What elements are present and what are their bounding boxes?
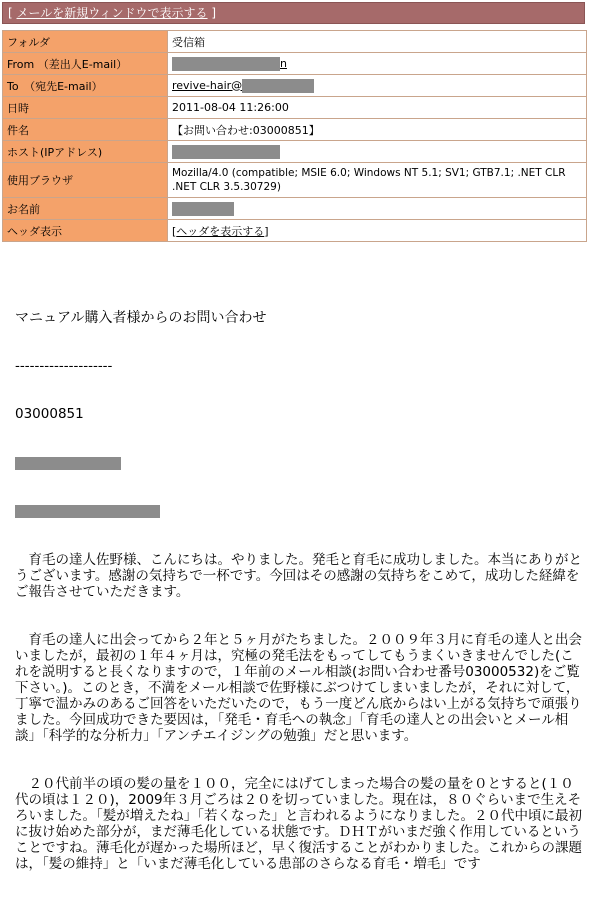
row-date bbox=[3, 97, 587, 119]
host-label: ホスト(IPアドレス) bbox=[3, 141, 168, 163]
redacted-to bbox=[242, 79, 314, 93]
open-new-window-link[interactable]: メールを新規ウィンドウで表示する bbox=[16, 6, 208, 20]
date-label: 日時 bbox=[3, 97, 168, 119]
redacted-line-2 bbox=[15, 505, 160, 518]
row-host bbox=[3, 141, 587, 163]
row-name bbox=[3, 198, 587, 220]
message-paragraph-2: 育毛の達人に出会ってから２年と５ヶ月がたちました。２００９年３月に育毛の達人と出会いましたが，最初の１年４ヶ月は，究極の発毛法をもってしてもうまくいきませんでした(これを説明すると長くなりますので，１年前のメール相談(お問い合わせ番号03000532)をご覧下さい。)。このとき，不満をメール相談で佐野様にぶつけてしまいましたが，それに対して，丁寧で温かみのあるご回答をいただいたので，もう一度どん底からはい上がる気持ちで頑張りました。今回成功できた要因は，「発毛・育毛への執念」「育毛の達人との出会いとメール相談」「科学的な分析力」「アンチエイジングの勉強」だと思います。 bbox=[15, 632, 582, 744]
date-value: 2011-08-04 11:26:00 bbox=[168, 97, 587, 119]
header-view-value bbox=[168, 220, 587, 242]
inquiry-number: 03000851 bbox=[15, 406, 84, 422]
redacted-name bbox=[172, 202, 234, 216]
show-header-link[interactable]: ヘッダを表示する bbox=[176, 224, 265, 238]
redacted-from bbox=[172, 57, 280, 71]
message-paragraph-3: ２０代前半の頃の髪の量を１００，完全にはげてしまった場合の髪の量を０とすると(１０代の頃は１２０)，2009年３月ごろは２０を切っていました。現在は，８０ぐらいまで生えそろいました。「髪が増えたね」「若くなった」と言われるようになりました。２０代中頃に最初に抜け始めた部分が，まだ薄毛化している状態です。ＤＨＴがいまだ強く作用しているということですね。薄毛化が遅かった場所ほど，早く復活することがわかりました。これからの課題は，「髪の維持」と「いまだ薄毛化している患部のさらなる育毛・増毛」です bbox=[15, 776, 582, 872]
message-body bbox=[15, 278, 585, 904]
message-paragraph-1: 育毛の達人佐野様、こんにちは。やりました。発毛と育毛に成功しました。本当にありがとうございます。感謝の気持ちで一杯です。今回はその感謝の気持ちをこめて，成功した経緯をご報告させていただきます。 bbox=[15, 552, 582, 600]
name-label: お名前 bbox=[3, 198, 168, 220]
toolbar bbox=[2, 2, 585, 24]
subject-value: 【お問い合わせ:03000851】 bbox=[168, 119, 587, 141]
to-address-link[interactable]: revive-hair@ bbox=[172, 78, 243, 92]
row-browser bbox=[3, 163, 587, 198]
message-title: マニュアル購入者様からのお問い合わせ bbox=[15, 310, 267, 326]
header-view-label: ヘッダ表示 bbox=[3, 220, 168, 242]
bracket-open: [ bbox=[8, 6, 17, 20]
from-value bbox=[168, 53, 587, 75]
row-from bbox=[3, 53, 587, 75]
subject-label: 件名 bbox=[3, 119, 168, 141]
folder-label: フォルダ bbox=[3, 31, 168, 53]
mail-header-table bbox=[2, 30, 587, 242]
row-subject bbox=[3, 119, 587, 141]
host-value bbox=[168, 141, 587, 163]
from-label: From （差出人E-mail） bbox=[3, 53, 168, 75]
to-label: To （宛先E-mail） bbox=[3, 75, 168, 97]
redacted-line-1 bbox=[15, 457, 121, 470]
to-value bbox=[168, 75, 587, 97]
row-to bbox=[3, 75, 587, 97]
header-link-close: ] bbox=[264, 224, 269, 238]
browser-label: 使用ブラウザ bbox=[3, 163, 168, 198]
header-link-open: [ bbox=[172, 224, 177, 238]
redacted-host bbox=[172, 145, 280, 159]
name-value bbox=[168, 198, 587, 220]
folder-value: 受信箱 bbox=[168, 31, 587, 53]
message-divider: -------------------- bbox=[15, 358, 113, 374]
row-header-view bbox=[3, 220, 587, 242]
bracket-close: ] bbox=[207, 6, 217, 20]
from-value-tail[interactable]: n bbox=[280, 56, 287, 70]
browser-value: Mozilla/4.0 (compatible; MSIE 6.0; Windows NT 5.1; SV1; GTB7.1; .NET CLR .NET CLR 3.5.30729) bbox=[168, 163, 587, 198]
row-folder bbox=[3, 31, 587, 53]
